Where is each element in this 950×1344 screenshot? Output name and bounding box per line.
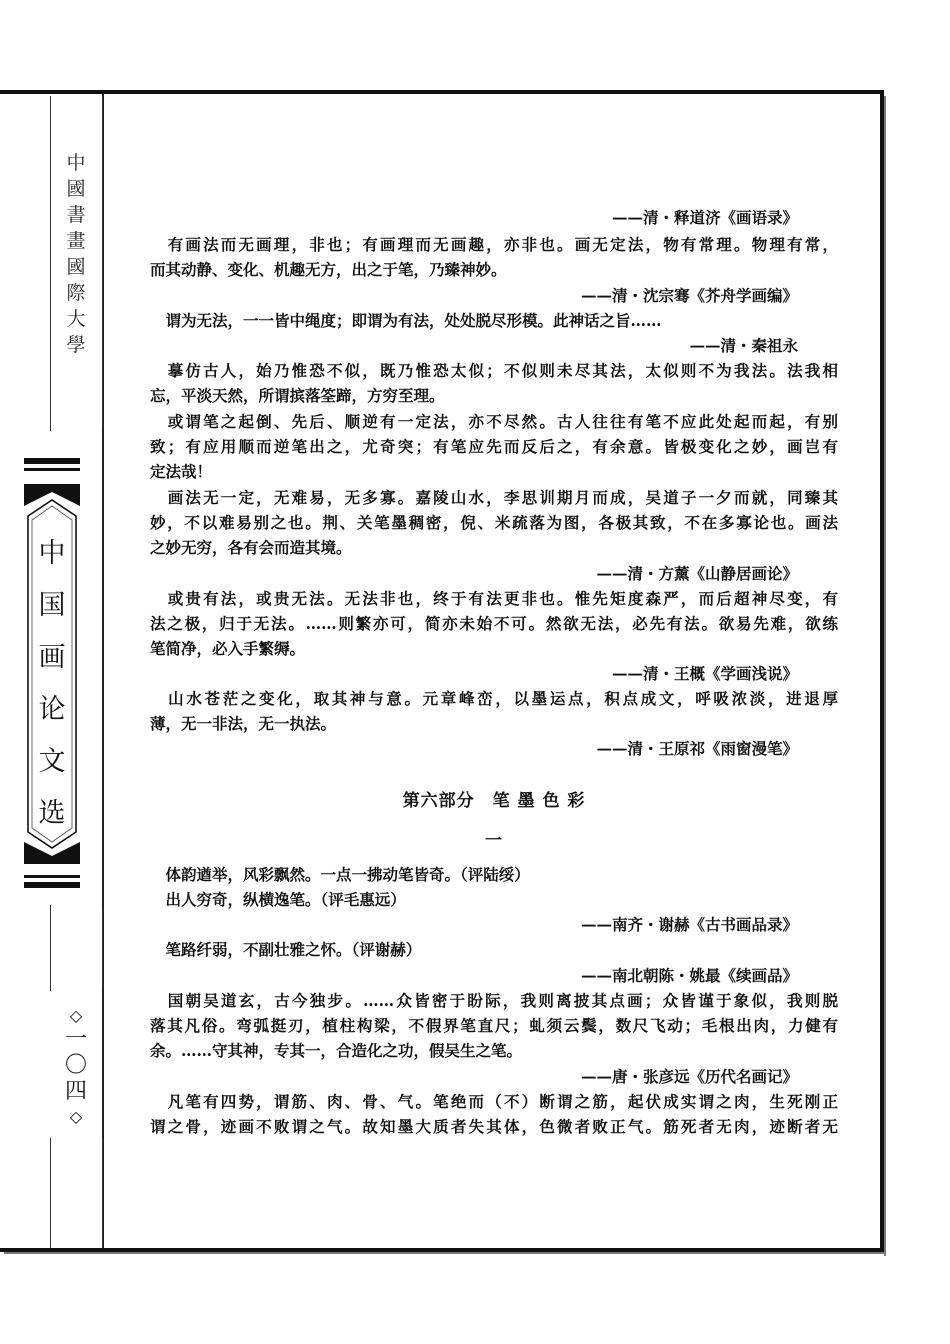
text-line: 国朝吴道玄，古今独步。……众皆密于盼际，我则离披其点画；众皆谨于象似，我则脱: [150, 991, 838, 1010]
page-number-digit: 一: [64, 1027, 87, 1052]
text-line: 笔简净，必入手繁缛。: [150, 639, 306, 658]
margin-rule-foot-left: [50, 1138, 51, 1248]
book-title-char: 画: [38, 642, 66, 673]
text-line: 致；有应用顺而逆笔出之，尤奇突；有笔应先而反后之，有余意。皆极变化之妙，画岂有: [150, 437, 838, 456]
series-char: 大: [66, 308, 86, 330]
text-line: 谓为无法，一一皆中绳度；即谓为有法，处处脱尽形模。此神话之旨……: [150, 311, 662, 330]
text-line: 定法哉！: [150, 462, 213, 481]
attribution: ——清・沈宗骞《芥舟学画编》: [580, 286, 798, 305]
series-char: 國: [66, 178, 86, 200]
series-char: 中: [66, 152, 86, 174]
text-line: 谓之骨，迹画不败谓之气。故知墨大质者失其体，色微者败正气。筋死者无肉，迹断者无: [150, 1117, 838, 1136]
margin-rule-foot-right: [102, 1138, 103, 1248]
text-line: 画法无一定，无难易，无多寡。嘉陵山水，李思训期月而成，吴道子一夕而就，同臻其: [150, 488, 838, 507]
page-frame-shadow-right: [884, 96, 886, 1256]
book-title: [30, 528, 74, 840]
cartouche-top-bar-1: [24, 458, 80, 464]
page-number-ornament: ◇: [69, 1107, 83, 1126]
text-line: 或贵有法，或贵无法。无法非也，终于有法更非也。惟先矩度森严，而后超神尽变，有: [150, 589, 838, 608]
page-number-digit: 〇: [64, 1053, 87, 1078]
text-line: 余。……守其神，专其一，合造化之功，假吴生之笔。: [150, 1041, 523, 1060]
cartouche-top-bar-2: [24, 468, 80, 471]
page-frame-shadow-bottom: [4, 1252, 886, 1254]
section-number: 一: [485, 831, 503, 851]
book-title-char: 中: [38, 538, 66, 569]
page-number-digit: 四: [64, 1079, 87, 1104]
text-line: 薄，无一非法，无一执法。: [150, 714, 337, 733]
series-name: [63, 150, 89, 358]
attribution: ——清・王概《学画浅说》: [611, 664, 798, 683]
attribution: ——清・秦祖永: [689, 336, 798, 355]
attribution: ——清・方薰《山静居画论》: [596, 564, 798, 583]
book-title-char: 文: [38, 746, 66, 777]
text-line: 之妙无穷，各有会而造其境。: [150, 538, 352, 557]
cartouche-bottom-ornament: [24, 842, 80, 864]
series-char: 畫: [66, 230, 86, 252]
margin-rule-lower-left: [50, 905, 51, 991]
text-line: 或谓笔之起倒、先后、顺逆有一定法，亦不尽然。古人往往有笔不应此处起而起，有别: [150, 412, 838, 431]
book-title-char: 论: [38, 694, 66, 725]
cartouche-top-ornament: [24, 484, 80, 506]
text-line: 出人穷奇，纵横逸笔。（评毛惠远）: [150, 890, 406, 909]
text-line: 山水苍茫之变化，取其神与意。元章峰峦，以墨运点，积点成文，呼吸浓淡，进退厚: [150, 689, 838, 708]
page-number-ornament: ◇: [69, 1006, 83, 1025]
section-heading: 第六部分 笔 墨 色 彩: [402, 791, 586, 811]
series-char: 際: [66, 282, 86, 304]
margin-rule-upper-left: [50, 96, 51, 431]
text-line: 摹仿古人，始乃惟恐不似，既乃惟恐太似；不似则未尽其法，太似则不为我法。法我相: [150, 361, 838, 380]
text-line: 凡笔有四势，谓筋、肉、骨、气。笔绝而（不）断谓之筋，起伏成实谓之肉，生死刚正: [150, 1092, 838, 1111]
attribution: ——南北朝陈・姚最《续画品》: [580, 966, 798, 985]
margin-rule-lower-right: [102, 905, 103, 991]
text-line: 妙，不以难易别之也。荆、关笔墨稠密，倪、米疏落为图，各极其致，不在多寡论也。画法: [150, 513, 838, 532]
text-line: 法之极，归于无法。……则繁亦可，简亦未始不可。然欲无法，必先有法。欲易先难，欲练: [150, 614, 838, 633]
book-title-char: 国: [38, 590, 66, 621]
attribution: ——南齐・谢赫《古书画品录》: [580, 915, 798, 934]
text-line: 有画法而无画理，非也；有画理而无画趣，亦非也。画无定法，物有常理。物理有常，: [150, 235, 838, 254]
attribution: ——清・释道济《画语录》: [611, 208, 798, 227]
book-title-char: 选: [38, 798, 66, 829]
page-frame-top: [0, 90, 884, 94]
text-line: 落其凡俗。弯弧挺刃，植柱构梁，不假界笔直尺；虬须云鬓，数尺飞动；毛根出肉，力健有: [150, 1016, 838, 1035]
margin-rule-upper-right: [102, 96, 103, 431]
cartouche-bottom-bar-1: [24, 875, 80, 878]
series-char: 國: [66, 256, 86, 278]
series-char: 書: [66, 204, 86, 226]
text-line: 而其动静、变化、机趣无方，出之于笔，乃臻神妙。: [150, 260, 507, 279]
attribution: ——清・王原祁《雨窗漫笔》: [596, 739, 798, 758]
cartouche-bottom-bar-2: [24, 882, 80, 888]
page-number: [58, 1004, 94, 1128]
text-line: 笔路纤弱，不副壮雅之怀。（评谢赫）: [150, 940, 422, 959]
text-line: 体韵遒举，风彩飘然。一点一拂动笔皆奇。（评陆绥）: [150, 865, 530, 884]
series-char: 學: [66, 334, 86, 356]
attribution: ——唐・张彦远《历代名画记》: [580, 1067, 798, 1086]
text-line: 忘，平淡天然，所谓摈落筌蹄，方穷至理。: [150, 386, 445, 405]
